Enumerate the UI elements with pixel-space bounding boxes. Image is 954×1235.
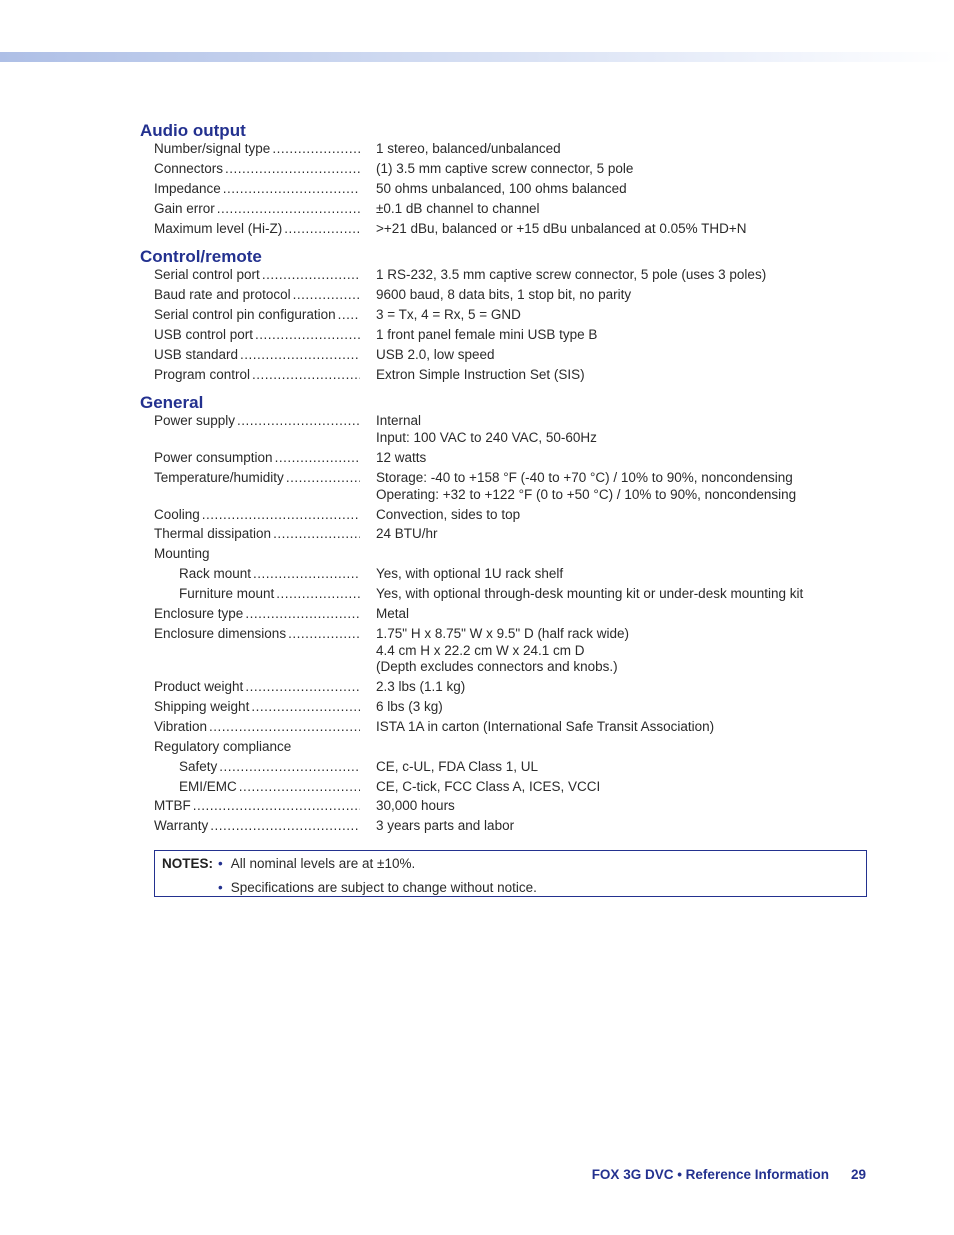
spec-value: 3 years parts and labor — [376, 818, 515, 834]
spec-label: Vibration — [154, 718, 208, 734]
spec-value: ±0.1 dB channel to channel — [376, 200, 540, 216]
dot-leader — [284, 221, 360, 238]
spec-row — [140, 347, 840, 364]
spec-label-cell — [154, 221, 366, 238]
note-item — [218, 856, 415, 871]
spec-value-cell — [376, 586, 840, 603]
dot-leader — [239, 779, 360, 796]
spec-value: Yes, with optional 1U rack shelf — [376, 566, 564, 582]
spec-label: Number/signal type — [154, 141, 271, 156]
dot-leader — [272, 141, 360, 158]
spec-label: Regulatory compliance — [154, 738, 292, 754]
spec-label-cell — [154, 626, 366, 676]
spec-value-cell — [376, 507, 840, 524]
spec-value: Yes, with optional through-desk mounting kit or under-desk mounting kit — [376, 586, 804, 602]
spec-label: Serial control port — [154, 267, 260, 283]
spec-value: Storage: -40 to +158 °F (-40 to +70 °C) / 10% to 90%, noncondensing — [376, 469, 793, 485]
spec-label-cell — [154, 367, 366, 384]
dot-leader — [225, 161, 360, 178]
spec-value-cell — [376, 719, 840, 736]
spec-label-cell — [154, 347, 366, 364]
spec-row — [140, 201, 840, 218]
dot-leader — [219, 759, 360, 776]
spec-value-cell — [376, 546, 840, 563]
spec-label: Power supply — [154, 413, 236, 429]
spec-row — [140, 699, 840, 716]
spec-label-cell — [154, 699, 366, 716]
spec-label-cell — [154, 719, 366, 736]
spec-row — [140, 818, 840, 835]
spec-value-cell — [376, 759, 840, 776]
spec-value: Input: 100 VAC to 240 VAC, 50-60Hz — [376, 430, 597, 446]
spec-value: 2.3 lbs (1.1 kg) — [376, 679, 466, 695]
spec-row — [140, 546, 840, 563]
spec-value: 50 ohms unbalanced, 100 ohms balanced — [376, 180, 627, 196]
section-title: Audio output — [140, 121, 246, 140]
spec-label: EMI/EMC — [179, 778, 237, 794]
spec-value: (1) 3.5 mm captive screw connector, 5 pole — [376, 160, 634, 176]
spec-row — [140, 287, 840, 304]
spec-value: 1 front panel female mini USB type B — [376, 326, 598, 342]
spec-row — [140, 679, 840, 696]
bullet-icon: • — [218, 880, 223, 895]
dot-leader — [288, 626, 360, 676]
spec-row — [140, 526, 840, 543]
spec-label-cell — [154, 141, 366, 158]
spec-value: (Depth excludes connectors and knobs.) — [376, 659, 618, 675]
spec-label: Temperature/humidity — [154, 469, 284, 485]
bullet-icon: • — [218, 856, 223, 871]
notes-box — [154, 850, 867, 897]
spec-content — [140, 120, 840, 844]
spec-label: USB standard — [154, 346, 239, 362]
spec-label-cell — [154, 818, 366, 835]
note-text: Specifications are subject to change without notice. — [230, 880, 537, 895]
spec-value: 9600 baud, 8 data bits, 1 stop bit, no parity — [376, 287, 632, 303]
spec-table — [140, 413, 840, 835]
spec-value: Operating: +32 to +122 °F (0 to +50 °C) / 10% to 90%, noncondensing — [376, 486, 797, 502]
spec-row — [140, 267, 840, 284]
spec-value-cell — [376, 626, 840, 676]
note-item — [218, 880, 537, 895]
spec-row — [140, 507, 840, 524]
dot-leader — [210, 818, 360, 835]
section-title: General — [140, 393, 204, 413]
spec-row — [140, 307, 840, 324]
spec-row — [140, 221, 840, 238]
spec-label-cell — [154, 201, 366, 218]
spec-label: Enclosure type — [154, 605, 244, 621]
spec-value: Convection, sides to top — [376, 506, 521, 522]
spec-label: Product weight — [154, 679, 244, 695]
dot-leader — [193, 798, 360, 815]
spec-label-cell — [154, 526, 366, 543]
spec-row — [140, 141, 840, 158]
spec-row — [140, 606, 840, 623]
spec-label-cell — [154, 507, 366, 524]
dot-leader — [252, 367, 360, 384]
section-title: Control/remote — [140, 247, 262, 267]
dot-leader — [338, 307, 360, 324]
dot-leader — [223, 181, 360, 198]
spec-row — [140, 586, 840, 603]
spec-label: Gain error — [154, 200, 215, 216]
dot-leader — [262, 267, 360, 284]
spec-label-cell — [154, 679, 366, 696]
spec-label-cell — [154, 307, 366, 324]
spec-value-cell — [376, 307, 840, 324]
spec-value: 6 lbs (3 kg) — [376, 699, 443, 715]
spec-value-cell — [376, 679, 840, 696]
dot-leader — [253, 566, 360, 583]
spec-row — [140, 566, 840, 583]
spec-label-cell — [179, 759, 366, 776]
spec-value-cell — [376, 413, 840, 446]
spec-value: ISTA 1A in carton (International Safe Transit Association) — [376, 718, 715, 734]
spec-value-cell — [376, 367, 840, 384]
spec-label: Shipping weight — [154, 699, 250, 715]
spec-label-cell — [154, 470, 366, 503]
spec-row — [140, 719, 840, 736]
spec-value-cell — [376, 470, 840, 503]
spec-value-cell — [376, 779, 840, 796]
dot-leader — [286, 470, 360, 503]
spec-value-cell — [376, 327, 840, 344]
spec-table — [140, 267, 840, 383]
spec-label: Connectors — [154, 160, 224, 176]
dot-leader — [275, 450, 360, 467]
spec-row — [140, 413, 840, 446]
spec-value-cell — [376, 818, 840, 835]
spec-label: Safety — [179, 758, 218, 774]
spec-value-cell — [376, 141, 840, 158]
spec-label-cell — [154, 450, 366, 467]
spec-value-cell — [376, 287, 840, 304]
spec-label: Maximum level (Hi-Z) — [154, 220, 283, 236]
spec-label: Thermal dissipation — [154, 526, 272, 542]
dot-leader — [237, 413, 360, 446]
spec-label: MTBF — [154, 798, 191, 814]
spec-value-cell — [376, 798, 840, 815]
spec-row — [140, 470, 840, 503]
spec-label-cell — [154, 413, 366, 446]
spec-value: 30,000 hours — [376, 798, 455, 814]
spec-label-cell — [154, 161, 366, 178]
spec-label: Rack mount — [179, 566, 252, 582]
spec-value-cell — [376, 181, 840, 198]
page-number: 29 — [850, 1167, 866, 1182]
spec-label: Baud rate and protocol — [154, 287, 291, 303]
footer-title: FOX 3G DVC • Reference Information — [591, 1167, 829, 1182]
spec-label-cell — [154, 739, 366, 756]
spec-label-cell — [154, 181, 366, 198]
spec-label: USB control port — [154, 326, 254, 342]
spec-table — [140, 141, 840, 237]
spec-label: Furniture mount — [179, 586, 275, 602]
spec-value-cell — [376, 201, 840, 218]
spec-value: Internal — [376, 413, 422, 429]
spec-label-cell — [154, 287, 366, 304]
page-footer — [592, 1167, 866, 1182]
spec-label: Enclosure dimensions — [154, 625, 287, 641]
spec-value-cell — [376, 566, 840, 583]
spec-row — [140, 779, 840, 796]
spec-value-cell — [376, 526, 840, 543]
spec-label-cell — [179, 586, 366, 603]
dot-leader — [255, 327, 360, 344]
spec-value: 3 = Tx, 4 = Rx, 5 = GND — [376, 307, 521, 323]
spec-label-cell — [179, 779, 366, 796]
spec-value: 24 BTU/hr — [376, 526, 438, 542]
spec-label-cell — [154, 798, 366, 815]
spec-value-cell — [376, 450, 840, 467]
spec-value: CE, C-tick, FCC Class A, ICES, VCCI — [376, 778, 601, 794]
spec-label: Serial control pin configuration — [154, 307, 336, 323]
spec-value: Metal — [376, 605, 410, 621]
dot-leader — [273, 526, 360, 543]
spec-label: Program control — [154, 366, 251, 382]
spec-label-cell — [154, 267, 366, 284]
spec-label-cell — [179, 566, 366, 583]
spec-label-cell — [154, 327, 366, 344]
spec-label-cell — [154, 546, 366, 563]
spec-row — [140, 450, 840, 467]
note-text: All nominal levels are at ±10%. — [230, 856, 416, 871]
spec-value: 4.4 cm H x 22.2 cm W x 24.1 cm D — [376, 642, 585, 658]
spec-label: Mounting — [154, 546, 210, 562]
spec-value-cell — [376, 699, 840, 716]
spec-value: Extron Simple Instruction Set (SIS) — [376, 366, 585, 382]
spec-row — [140, 327, 840, 344]
spec-row — [140, 798, 840, 815]
spec-row — [140, 161, 840, 178]
dot-leader — [209, 719, 360, 736]
spec-value-cell — [376, 606, 840, 623]
spec-row — [140, 739, 840, 756]
spec-value-cell — [376, 347, 840, 364]
spec-value: CE, c-UL, FDA Class 1, UL — [376, 758, 539, 774]
header-gradient-bar — [0, 52, 954, 62]
dot-leader — [245, 679, 360, 696]
dot-leader — [217, 201, 360, 218]
dot-leader — [293, 287, 360, 304]
spec-value: 1.75" H x 8.75" W x 9.5" D (half rack wide) — [376, 625, 629, 641]
dot-leader — [276, 586, 360, 603]
spec-value: USB 2.0, low speed — [376, 346, 495, 362]
dot-leader — [202, 507, 360, 524]
spec-label: Impedance — [154, 180, 221, 196]
spec-value: 1 RS-232, 3.5 mm captive screw connector, 5 pole (uses 3 poles) — [376, 267, 767, 283]
spec-row — [140, 367, 840, 384]
spec-label: Warranty — [154, 818, 209, 834]
spec-value-cell — [376, 739, 840, 756]
spec-label: Power consumption — [154, 450, 273, 466]
spec-row — [140, 759, 840, 776]
spec-value-cell — [376, 161, 840, 178]
dot-leader — [240, 347, 360, 364]
spec-value-cell — [376, 267, 840, 284]
spec-row — [140, 181, 840, 198]
spec-value-cell — [376, 221, 840, 238]
dot-leader — [245, 606, 360, 623]
dot-leader — [251, 699, 360, 716]
spec-label: Cooling — [154, 506, 200, 522]
spec-value: 12 watts — [376, 450, 427, 466]
spec-value: >+21 dBu, balanced or +15 dBu unbalanced at 0.05% THD+N — [376, 220, 747, 236]
spec-row — [140, 626, 840, 676]
spec-value: 1 stereo, balanced/unbalanced — [376, 141, 561, 156]
notes-label: NOTES: — [162, 856, 214, 871]
spec-label-cell — [154, 606, 366, 623]
